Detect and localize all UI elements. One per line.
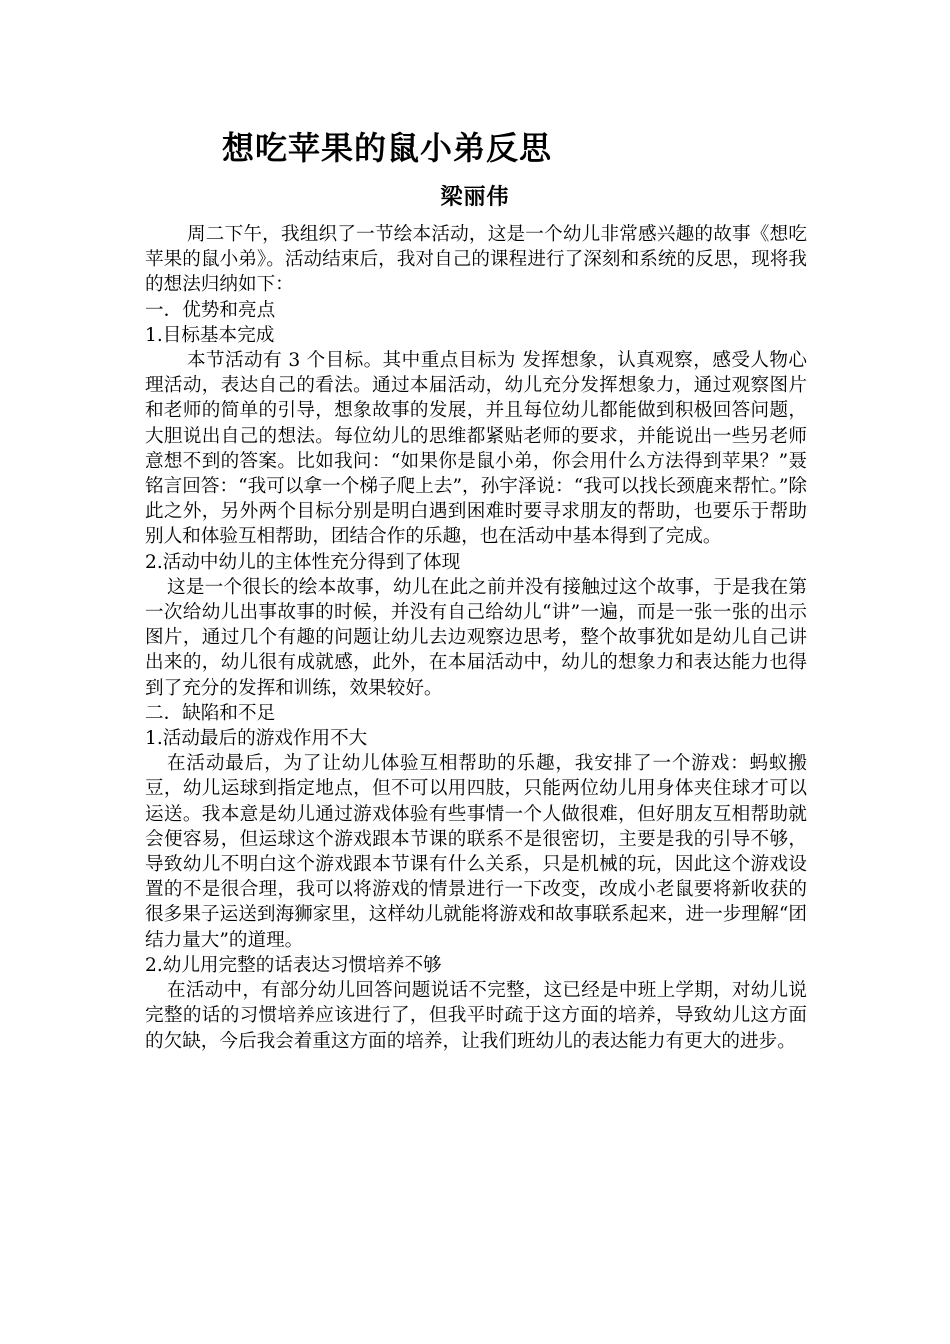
section-heading-shortcomings: 二．缺陷和不足	[145, 702, 276, 724]
intro-paragraph: 周二下午，我组织了一节绘本活动，这是一个幼儿非常感兴趣的故事《想吃苹果的鼠小弟》。活动结束后，我对自己的课程进行了深刻和系统的反思，现将我的想法归纳如下：	[145, 224, 807, 296]
document-author: 梁丽伟	[440, 185, 510, 210]
paragraph-goals: 本节活动有 3 个目标。其中重点目标为 发挥想象，认真观察，感受人物心理活动，表达自己的看法。通过本届活动，幼儿充分发挥想象力，通过观察图片和老师的简单的引导，想象故事的发展，并且每位幼儿都能做到积极回答问题，大胆说出自己的想法。每位幼儿的思维都紧贴老师的要求，并能说出一些另老师意想不到的答案。比如我问：“如果你是鼠小弟，你会用什么方法得到苹果？”聂铭言回答：“我可以拿一个梯子爬上去”，孙宇泽说：“我可以找长颈鹿来帮忙。”除此之外，另外两个目标分别是明白遇到困难时要寻求朋友的帮助，也要乐于帮助别人和体验互相帮助，团结合作的乐趣，也在活动中基本得到了完成。	[145, 350, 807, 548]
subheading-goals: 1.目标基本完成	[145, 324, 275, 346]
section-heading-strengths: 一．优势和亮点	[145, 299, 276, 321]
subheading-final-game: 1.活动最后的游戏作用不大	[145, 728, 368, 750]
subheading-complete-sentences: 2.幼儿用完整的话表达习惯培养不够	[145, 954, 442, 976]
paragraph-complete-sentences: 在活动中，有部分幼儿回答问题说话不完整，这已经是中班上学期，对幼儿说完整的话的习惯培养应该进行了，但我平时疏于这方面的培养，导致幼儿这方面的欠缺，今后我会着重这方面的培养，让我们班幼儿的表达能力有更大的进步。	[145, 980, 807, 1052]
paragraph-final-game: 在活动最后，为了让幼儿体验互相帮助的乐趣，我安排了一个游戏：蚂蚁搬豆，幼儿运球到指定地点，但不可以用四肢，只能两位幼儿用身体夹住球才可以运送。我本意是幼儿通过游戏体验有些事情一个人做很难，但好朋友互相帮助就会便容易，但运球这个游戏跟本节课的联系不是很密切，主要是我的引导不够，导致幼儿不明白这个游戏跟本节课有什么关系，只是机械的玩，因此这个游戏设置的不是很合理，我可以将游戏的情景进行一下改变，改成小老鼠要将新收获的很多果子运送到海狮家里，这样幼儿就能将游戏和故事联系起来，进一步理解“团结力量大”的道理。	[145, 753, 807, 951]
subheading-child-initiative: 2.活动中幼儿的主体性充分得到了体现	[145, 551, 461, 573]
document-title: 想吃苹果的鼠小弟反思	[222, 129, 553, 167]
paragraph-child-initiative: 这是一个很长的绘本故事，幼儿在此之前并没有接触过这个故事，于是我在第一次给幼儿出事故事的时候，并没有自己给幼儿“讲”一遍，而是一张一张的出示图片，通过几个有趣的问题让幼儿去边观察边思考，整个故事犹如是幼儿自己讲出来的，幼儿很有成就感，此外，在本届活动中，幼儿的想象力和表达能力也得到了充分的发挥和训练，效果较好。	[145, 576, 807, 699]
document-body	[145, 222, 807, 1054]
